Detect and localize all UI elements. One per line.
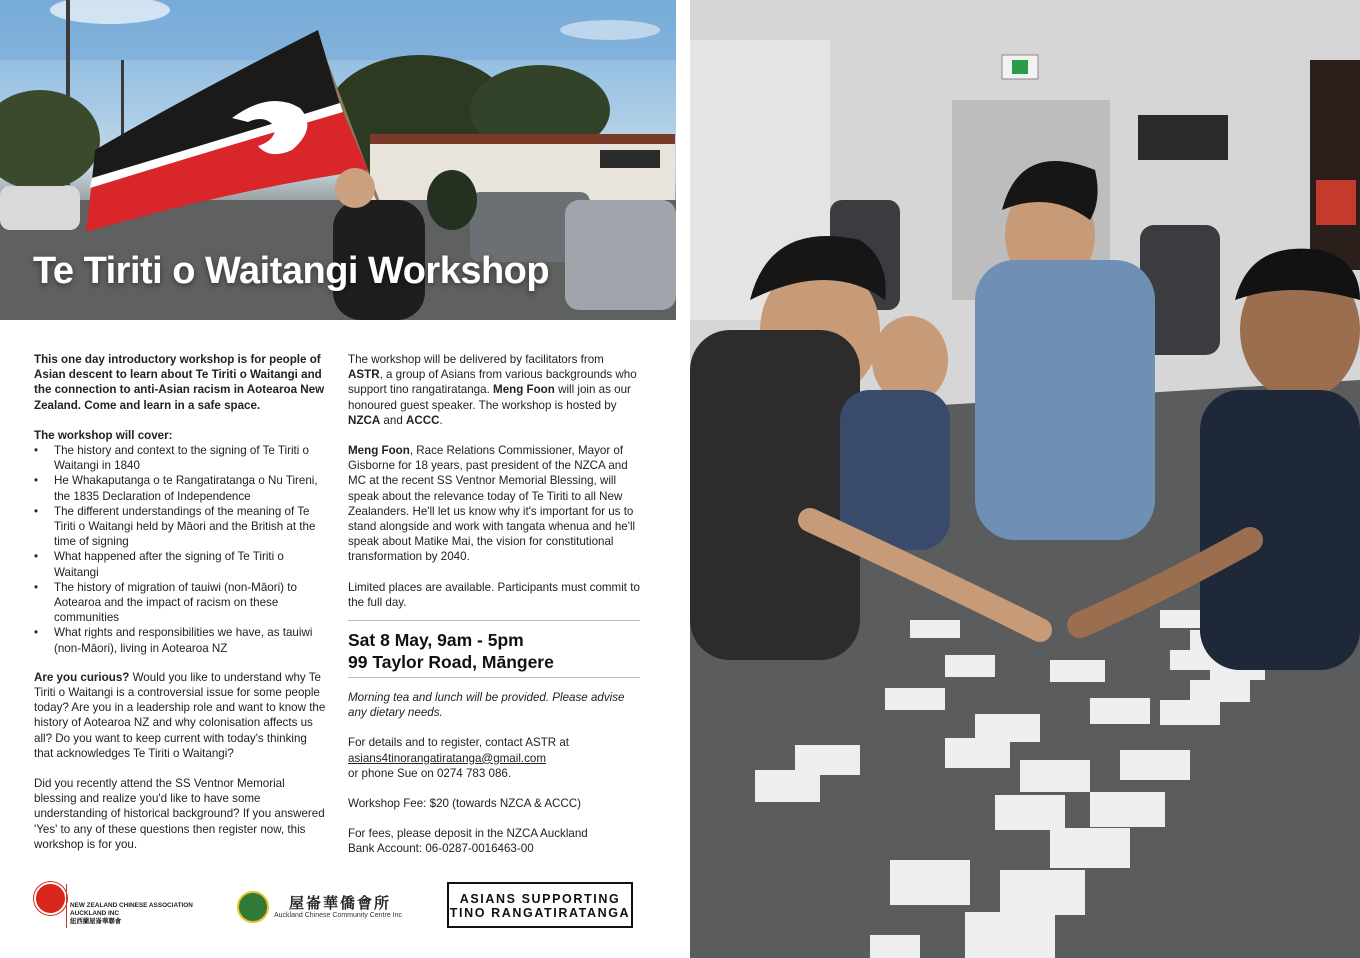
- nzca-text: [70, 902, 193, 926]
- bookshelf: [1310, 60, 1360, 270]
- card: [885, 688, 945, 710]
- fee-line: Workshop Fee: $20 (towards NZCA & ACCC): [348, 797, 582, 811]
- building-window: [600, 150, 660, 168]
- building-roof: [370, 134, 675, 144]
- list-item: • What rights and responsibilities we have, as tauiwi (non-Māori), living in Aotearoa NZ: [54, 625, 326, 655]
- exit-sign-mark: [1012, 60, 1028, 74]
- catering-note: Morning tea and lunch will be provided. Please advise any dietary needs.: [348, 691, 625, 720]
- hero-photo: [0, 0, 676, 320]
- card: [975, 714, 1040, 742]
- event-details: [348, 620, 640, 678]
- list-item: • The history and context to the signing of Te Tiriti o Waitangi in 1840: [54, 443, 326, 473]
- card: [1020, 760, 1090, 792]
- list-item: • What happened after the signing of Te Tiriti o Waitangi: [54, 549, 326, 579]
- list-item: • He Whakaputanga o te Rangatiratanga o Nu Tireni, the 1835 Declaration of Independence: [54, 473, 326, 503]
- delivered-text: The workshop will be delivered by facilitators from: [348, 353, 604, 366]
- panel-gap: [676, 0, 690, 958]
- cover-list: [34, 443, 326, 656]
- curious-lead: Are you curious?: [34, 670, 130, 684]
- ventnor-paragraph: Did you recently attend the SS Ventnor Memorial blessing and realize you'd like to have some understanding of historical background? If you answered 'Yes' to any of these questions then register now, this workshop is for you.: [34, 777, 325, 851]
- astr-line-1: ASIANS SUPPORTING: [459, 892, 621, 906]
- car: [565, 200, 676, 310]
- flyer-title: Te Tiriti o Waitangi Workshop: [33, 250, 550, 292]
- person-body: [690, 330, 860, 660]
- accc-name: ACCC: [406, 413, 440, 427]
- building: [370, 140, 675, 200]
- email-link[interactable]: asians4tinorangatiratanga@gmail.com: [348, 751, 547, 765]
- nzca-logo: [34, 882, 214, 930]
- bank-account: Bank Account: 06-0287-0016463-00: [348, 842, 534, 856]
- contact-line: For details and to register, contact ASTR at: [348, 736, 570, 750]
- card: [890, 860, 970, 905]
- cover-heading: The workshop will cover:: [34, 428, 173, 442]
- curious-body: Would you like to understand why Te Tiriti o Waitangi is a controversial issue for some people today? Are you in a leadership role and want to know the history of Aotearoa NZ and why colonisation affects us all? Do you want to keep current with today's thinking that acknowledges Te Tiriti o Waitangi?: [34, 670, 326, 760]
- card: [965, 912, 1055, 958]
- person-body: [975, 260, 1155, 540]
- accc-seal-icon: [237, 891, 269, 923]
- curious-paragraph: [34, 670, 326, 761]
- phone-line: or phone Sue on 0274 783 086.: [348, 766, 512, 780]
- nzca-name: NZCA: [348, 413, 381, 427]
- speaker-paragraph: [348, 443, 640, 565]
- trees: [0, 90, 100, 190]
- workshop-flyer: [0, 0, 676, 958]
- card: [755, 770, 820, 802]
- delivered-text: will join as our honoured guest speaker. The workshop is hosted by: [348, 383, 631, 412]
- card: [870, 935, 920, 958]
- accc-chinese-name: 屋崙華僑會所: [289, 895, 392, 912]
- list-item: • The history of migration of tauiwi (non-Māori) to Aotearoa and the impact of racism on these communities: [54, 580, 326, 626]
- speaker-name: Meng Foon: [348, 444, 410, 458]
- card: [1160, 700, 1220, 725]
- delivered-text: , a group of Asians from various backgrounds who support tino rangatiratanga.: [348, 368, 637, 397]
- card: [1120, 750, 1190, 780]
- nzca-line-2: AUCKLAND INC: [70, 910, 119, 917]
- card: [945, 738, 1010, 768]
- event-date: Sat 8 May, 9am - 5pm: [348, 630, 524, 651]
- person-head: [335, 168, 375, 208]
- workshop-photo: [690, 0, 1360, 958]
- accc-english-name: Auckland Chinese Community Centre Inc: [274, 912, 403, 919]
- speaker-bio: , Race Relations Commissioner, Mayor of Gisborne for 18 years, past president of the NZCA and MC at the recent SS Ventnor Memorial Blessing, will speak about the relevance today of Te Tiriti to all New Zealanders. He'll let us know why it's important for us to stand alongside and work with tangata whenua and he'll speak about Matike Mai, the vision for constitutional transformation by 2040.: [348, 444, 636, 564]
- workshop-illustration: [690, 0, 1360, 958]
- guest-name: Meng Foon: [493, 383, 555, 397]
- nzca-line-3: 紐西蘭屋崙華聯會: [70, 918, 122, 925]
- nzca-line-1: NEW ZEALAND CHINESE ASSOCIATION: [70, 902, 193, 909]
- wall-shelf: [1138, 115, 1228, 160]
- card: [1000, 870, 1085, 915]
- limited-places: Limited places are available. Participants must commit to the full day.: [348, 580, 640, 609]
- card: [1090, 792, 1165, 827]
- delivered-text: and: [380, 413, 406, 427]
- astr-name: ASTR: [348, 368, 380, 382]
- event-venue: 99 Taylor Road, Māngere: [348, 652, 554, 673]
- card: [995, 795, 1065, 830]
- card: [1190, 680, 1250, 702]
- shrub: [427, 170, 477, 230]
- bank-paragraph: [348, 826, 640, 856]
- card: [910, 620, 960, 638]
- astr-line-2: TINO RANGATIRATANGA: [449, 906, 631, 920]
- intro-text: This one day introductory workshop is for people of Asian descent to learn about Te Tiriti o Waitangi and the connection to anti-Asian racism in Aotearoa New Zealand. Come and learn in a safe space.: [34, 353, 325, 412]
- card: [1050, 828, 1130, 868]
- card: [1090, 698, 1150, 724]
- astr-logo: [447, 882, 633, 928]
- car: [0, 186, 80, 230]
- nzca-seal-icon: [34, 882, 67, 915]
- bookshelf-books: [1316, 180, 1356, 225]
- list-item: • The different understandings of the meaning of Te Tiriti o Waitangi held by Māori and the British at the time of signing: [54, 504, 326, 550]
- hero-cloud: [560, 20, 660, 40]
- bank-line: For fees, please deposit in the NZCA Auckland: [348, 827, 588, 841]
- delivered-paragraph: [348, 352, 640, 428]
- person-body: [1200, 390, 1360, 670]
- card: [945, 655, 995, 677]
- left-column: [34, 352, 326, 867]
- person-body: [840, 390, 950, 550]
- delivered-text: .: [439, 413, 443, 427]
- card: [1050, 660, 1105, 682]
- right-column: [348, 352, 640, 872]
- nzca-divider: [66, 884, 67, 928]
- contact-paragraph: [348, 735, 640, 781]
- accc-logo: [237, 888, 417, 928]
